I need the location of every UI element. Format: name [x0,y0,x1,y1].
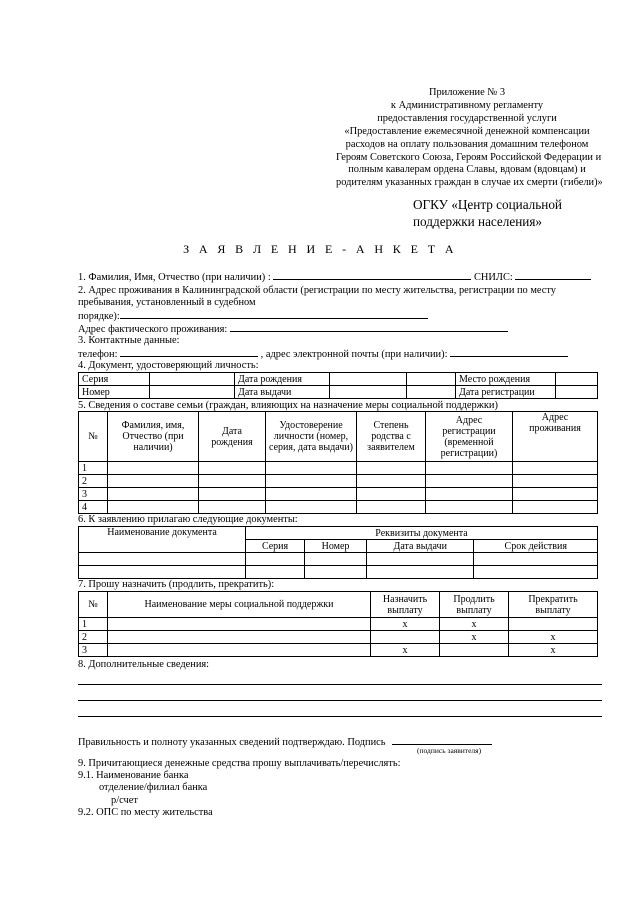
col-document-name: Наименование документа [79,527,246,553]
table-cell[interactable] [357,462,426,475]
col-extend: Продлить выплату [440,592,509,618]
address-line-2: пребывания, установленный в судебном [78,297,256,308]
table-cell[interactable] [305,553,367,566]
col-relationship: Степень родства с заявителем [357,412,426,462]
assign-mark[interactable] [371,631,440,644]
col-id-document: Удостоверение личности (номер, серия, дата выдачи) [266,412,357,462]
measure-name-cell[interactable] [108,644,371,657]
issue-date-label: Дата выдачи [235,386,330,399]
assign-mark[interactable]: x [371,618,440,631]
appendix-line: «Предоставление ежемесячной денежной компенсации [344,125,590,137]
table-cell[interactable] [266,501,357,514]
table-cell[interactable] [513,488,598,501]
assign-mark[interactable]: x [371,644,440,657]
payment-heading: 9. Причитающиеся денежные средства прошу выплачивать/перечислять: [78,758,401,769]
account-label: р/счет [111,795,138,806]
table-cell[interactable] [199,475,266,488]
measure-name-cell[interactable] [108,618,371,631]
table-row [79,488,598,501]
request-heading: 7. Прошу назначить (продлить, прекратить): [78,579,275,590]
row-number: 4 [79,501,108,514]
col-residence-address: Адрес проживания [513,412,598,462]
signature-field[interactable] [392,735,492,745]
table-row [79,644,598,657]
full-name-field[interactable] [273,270,471,280]
measure-name-cell[interactable] [108,631,371,644]
number-field[interactable] [150,386,235,399]
table-row [79,462,598,475]
recipient-line: ОГКУ «Центр социальной [413,197,562,212]
birth-place-field[interactable] [556,373,598,386]
table-cell[interactable] [199,462,266,475]
table-cell[interactable] [426,488,513,501]
address-line-3 [78,309,428,323]
extend-mark[interactable]: x [440,618,509,631]
snils-label: СНИЛС: [473,272,513,283]
col-registration-address: Адрес регистрации (временной регистрации) [426,412,513,462]
actual-address-field[interactable] [230,322,508,332]
section-1 [78,270,591,284]
attachments-table [78,526,598,579]
table-cell[interactable] [246,566,305,579]
table-cell[interactable] [426,501,513,514]
table-cell[interactable] [266,475,357,488]
table-cell[interactable] [513,462,598,475]
col-full-name: Фамилия, имя, Отчество (при наличии) [108,412,199,462]
table-cell[interactable] [79,566,246,579]
table-cell[interactable] [266,462,357,475]
additional-info-line[interactable] [78,716,602,717]
appendix-line: расходов на оплату пользования домашним телефоном [345,138,589,150]
appendix-line: родителям указанных граждан в случае их смерти (гибели)» [336,177,603,189]
address-heading: 2. Адрес проживания в Калининградской области (регистрации по месту жительства, регистрации по месту [78,285,556,296]
col-birth-date: Дата рождения [199,412,266,462]
extend-mark[interactable] [440,644,509,657]
table-cell[interactable] [108,475,199,488]
phone-label: телефон: [78,349,118,360]
recipient [413,197,562,230]
row-number: 2 [79,631,108,644]
table-cell[interactable] [357,501,426,514]
series-field[interactable] [150,373,235,386]
appendix-line: полным кавалерам ордена Славы, вдовам (вдовцам) и [348,164,586,176]
contacts-row [78,347,568,361]
col-series: Серия [246,540,305,553]
col-stop: Прекратить выплату [509,592,598,618]
table-cell[interactable] [108,488,199,501]
number-label: Номер [79,386,150,399]
issue-date-field[interactable] [330,386,407,399]
col-validity: Срок действия [474,540,598,553]
col-number: № [79,592,108,618]
post-office-label: 9.2. ОПС по месту жительства [78,807,213,818]
table-cell[interactable] [426,475,513,488]
row-number: 2 [79,475,108,488]
table-cell[interactable] [426,462,513,475]
col-issue-date: Дата выдачи [367,540,474,553]
additional-info-line[interactable] [78,684,602,685]
recipient-line: поддержки населения» [413,213,542,229]
address-label: порядке): [78,311,120,322]
family-heading: 5. Сведения о составе семьи (граждан, влияющих на назначение меры социальной поддержки) [78,400,498,411]
col-number: Номер [305,540,367,553]
appendix-line: Приложение № 3 [428,87,506,98]
row-number: 1 [79,618,108,631]
table-cell[interactable] [474,553,598,566]
table-row [79,553,598,566]
table-row [79,501,598,514]
additional-info-line[interactable] [78,700,602,701]
birth-date-label: Дата рождения [235,373,330,386]
blank-cell [407,386,456,399]
table-cell[interactable] [108,501,199,514]
contacts-heading: 3. Контактные данные: [78,335,180,346]
blank-cell [407,373,456,386]
series-label: Серия [79,373,150,386]
actual-address-label: Адрес фактического проживания: [78,324,228,335]
stop-mark[interactable]: x [509,644,598,657]
request-table [78,591,598,657]
appendix-line: к Административному регламенту [390,99,544,111]
full-name-label: 1. Фамилия, Имя, Отчество (при наличии) : [78,272,271,283]
table-row [79,618,598,631]
col-assign: Назначить выплату [371,592,440,618]
col-measure-name: Наименование меры социальной поддержки [108,592,371,618]
table-cell[interactable] [266,488,357,501]
document-title: З А Я В Л Е Н И Е - А Н К Е Т А [183,242,457,256]
birth-place-label: Место рождения [456,373,556,386]
table-cell[interactable] [357,488,426,501]
confirmation-text: Правильность и полноту указанных сведений подтверждаю. Подпись [78,737,386,748]
attachments-heading: 6. К заявлению прилагаю следующие документы: [78,514,298,525]
appendix-line: предоставления государственной услуги [377,112,557,124]
bank-name-label: 9.1. Наименование банка [78,770,189,781]
table-cell[interactable] [513,501,598,514]
actual-address-row [78,322,508,336]
extend-mark[interactable]: x [440,631,509,644]
registration-date-label: Дата регистрации [456,386,556,399]
table-cell[interactable] [367,553,474,566]
additional-info-heading: 8. Дополнительные сведения: [78,659,210,670]
snils-field[interactable] [515,270,591,280]
email-field[interactable] [450,347,568,357]
appendix-line: Героям Советского Союза, Героям Российской Федерации и [336,151,602,163]
table-cell[interactable] [246,553,305,566]
id-document-heading: 4. Документ, удостоверяющий личность: [78,360,259,371]
registration-address-field[interactable] [120,309,428,319]
signature-hint: (подпись заявителя) [417,746,482,755]
email-label: , адрес электронной почты (при наличии): [260,349,448,360]
row-number: 3 [79,488,108,501]
row-number: 3 [79,644,108,657]
table-cell[interactable] [357,475,426,488]
table-cell[interactable] [108,462,199,475]
phone-field[interactable] [120,347,258,357]
row-number: 1 [79,462,108,475]
table-cell[interactable] [79,553,246,566]
table-row [79,631,598,644]
table-cell[interactable] [474,566,598,579]
appendix-note [336,87,603,190]
table-row [79,475,598,488]
col-number: № [79,412,108,462]
birth-date-field[interactable] [330,373,407,386]
registration-date-field[interactable] [556,386,598,399]
table-cell[interactable] [367,566,474,579]
stop-mark[interactable] [509,618,598,631]
id-document-table [78,372,598,399]
table-cell[interactable] [305,566,367,579]
stop-mark[interactable]: x [509,631,598,644]
table-cell[interactable] [199,501,266,514]
table-cell[interactable] [513,475,598,488]
table-row [79,566,598,579]
family-table [78,411,598,514]
table-cell[interactable] [199,488,266,501]
bank-branch-label: отделение/филиал банка [99,782,208,793]
col-requisites: Реквизиты документа [246,527,598,540]
